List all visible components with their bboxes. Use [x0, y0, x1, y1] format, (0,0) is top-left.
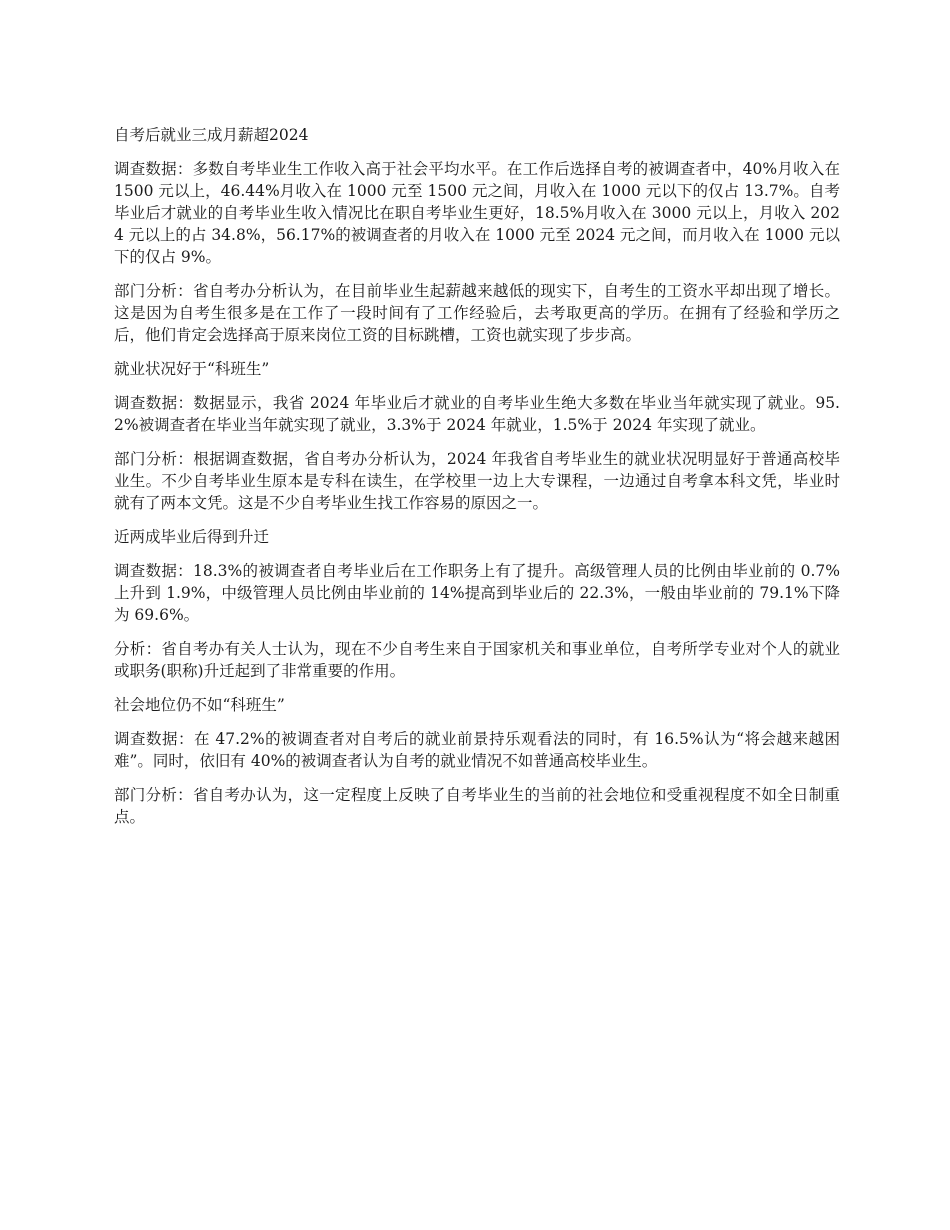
paragraph-social-status-analysis: 部门分析：省自考办认为，这一定程度上反映了自考毕业生的当前的社会地位和受重视程度不如全日制重点。 [114, 786, 840, 826]
document-title: 自考后就业三成月薪超2024 [114, 126, 309, 144]
section-heading-social-status: 社会地位仍不如“科班生” [114, 696, 285, 714]
paragraph-promotion-analysis: 分析：省自考办有关人士认为，现在不少自考生来自于国家机关和事业单位，自考所学专业对个人的就业或职务(职称)升迁起到了非常重要的作用。 [114, 640, 840, 680]
paragraph-employment-analysis: 部门分析：根据调查数据，省自考办分析认为，2024 年我省自考毕业生的就业状况明显好于普通高校毕业生。不少自考毕业生原本是专科在读生，在学校里一边上大专课程，一边通过自考拿本科文凭，毕业时就有了两本文凭。这是不少自考毕业生找工作容易的原因之一。 [114, 450, 840, 512]
paragraph-social-status-data: 调查数据：在 47.2%的被调查者对自考后的就业前景持乐观看法的同时，有 16.5%认为“将会越来越困难”。同时，依旧有 40%的被调查者认为自考的就业情况不如普通高校毕业生。 [114, 730, 840, 770]
section-heading-employment: 就业状况好于“科班生” [114, 360, 270, 378]
paragraph-employment-data: 调查数据：数据显示，我省 2024 年毕业后才就业的自考毕业生绝大多数在毕业当年就实现了就业。95.2%被调查者在毕业当年就实现了就业，3.3%于 2024 年就业，1.5%于 2024 年实现了就业。 [114, 394, 840, 434]
paragraph-income-analysis: 部门分析：省自考办分析认为，在目前毕业生起薪越来越低的现实下，自考生的工资水平却出现了增长。这是因为自考生很多是在工作了一段时间有了工作经验后，去考取更高的学历。在拥有了经验和学历之后，他们肯定会选择高于原来岗位工资的目标跳槽，工资也就实现了步步高。 [114, 282, 840, 344]
document-body [114, 124, 840, 840]
paragraph-promotion-data: 调查数据：18.3%的被调查者自考毕业后在工作职务上有了提升。高级管理人员的比例由毕业前的 0.7%上升到 1.9%，中级管理人员比例由毕业前的 14%提高到毕业后的 22.3%，一般由毕业前的 79.1%下降为 69.6%。 [114, 562, 840, 624]
section-heading-promotion: 近两成毕业后得到升迁 [114, 528, 270, 546]
paragraph-income-data: 调查数据：多数自考毕业生工作收入高于社会平均水平。在工作后选择自考的被调查者中，40%月收入在 1500 元以上，46.44%月收入在 1000 元至 1500 元之间，月收入在 1000 元以下的仅占 13.7%。自考毕业后才就业的自考毕业生收入情况比在职自考毕业生更好，18.5%月收入在 3000 元以上，月收入 2024 元以上的占 34.8%，56.17%的被调查者的月收入在 1000 元至 2024 元之间，而月收入在 1000 元以下的仅占 9%。 [114, 160, 840, 266]
